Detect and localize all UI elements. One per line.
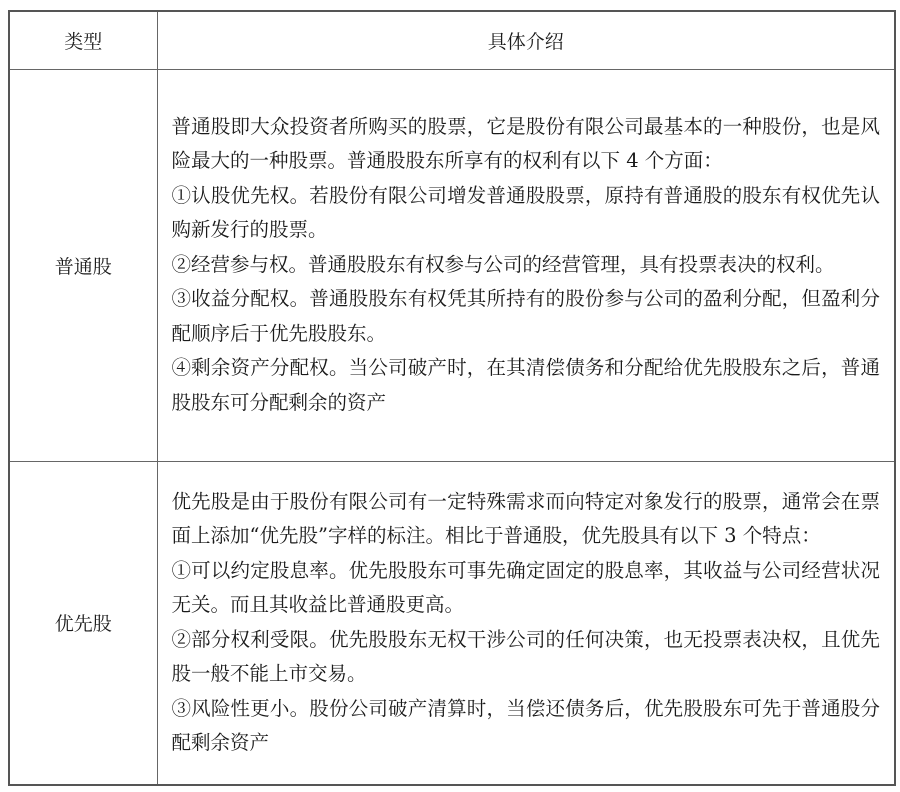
description-paragraph: 普通股即大众投资者所购买的股票，它是股份有限公司最基本的一种股份，也是风险最大的一种股票。普通股股东所享有的权利有以下 4 个方面： [171,114,880,173]
stock-types-table [8,10,896,786]
table-row-common-stock [9,69,895,461]
description-paragraph: ①认股优先权。若股份有限公司增发普通股股票，原持有普通股的股东有权优先认购新发行的股票。 [171,183,880,242]
table-row-preferred-stock [9,461,895,785]
type-cell: 普通股 [9,69,157,461]
description-paragraph: ③风险性更小。股份公司破产清算时，当偿还债务后，优先股股东可先于普通股分配剩余资产 [171,696,880,755]
description-paragraph: ①可以约定股息率。优先股股东可事先确定固定的股息率，其收益与公司经营状况无关。而且其收益比普通股更高。 [171,558,880,617]
description-paragraph: ④剩余资产分配权。当公司破产时，在其清偿债务和分配给优先股股东之后，普通股股东可分配剩余的资产 [171,356,880,414]
table-header-row [9,11,895,69]
description-cell [157,69,895,461]
description-paragraph: ②经营参与权。普通股股东有权参与公司的经营管理，具有投票表决的权利。 [171,252,835,276]
header-description: 具体介绍 [157,11,895,69]
description-paragraph: ②部分权利受限。优先股股东无权干涉公司的任何决策，也无投票表决权，且优先股一般不能上市交易。 [171,627,880,686]
header-type: 类型 [9,11,157,69]
description-cell [157,461,895,785]
description-paragraph: ③收益分配权。普通股股东有权凭其所持有的股份参与公司的盈利分配，但盈利分配顺序后于优先股股东。 [171,287,880,345]
description-paragraph: 优先股是由于股份有限公司有一定特殊需求而向特定对象发行的股票，通常会在票面上添加“优先股”字样的标注。相比于普通股，优先股具有以下 3 个特点： [171,489,880,548]
type-cell: 优先股 [9,461,157,785]
